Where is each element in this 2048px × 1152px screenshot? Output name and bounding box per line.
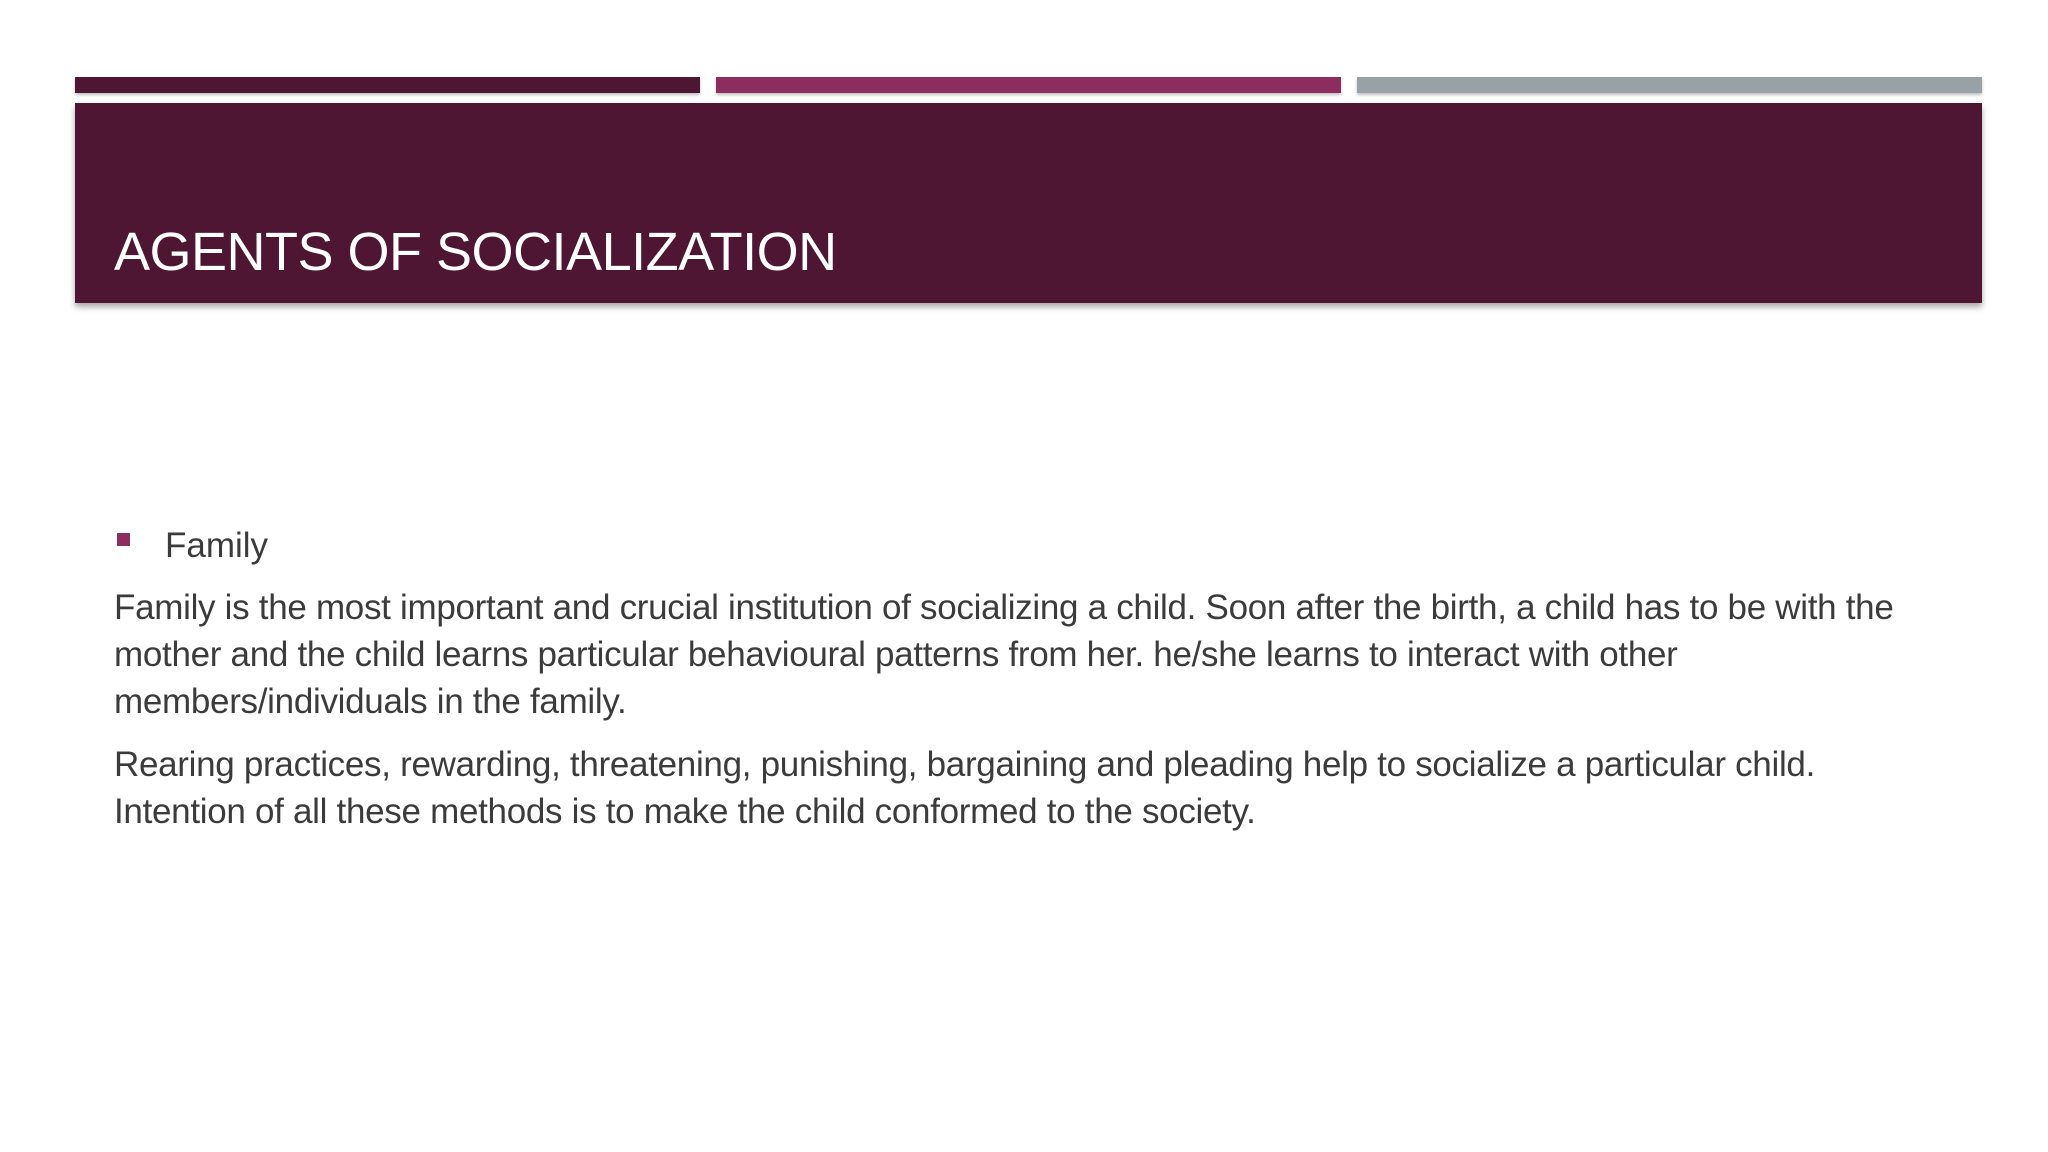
accent-bar-dark	[75, 77, 700, 93]
paragraph-rearing: Rearing practices, rewarding, threatening, punishing, bargaining and pleading help to socialize a particular child. Intention of all these methods is to make the child conformed to the society.	[114, 745, 1816, 831]
bullet-item	[114, 518, 1954, 574]
slide-body	[114, 518, 1954, 851]
accent-bar-magenta	[716, 77, 1341, 93]
bullet-label: Family	[165, 526, 269, 565]
accent-bar-gray	[1357, 77, 1982, 93]
paragraph-family: Family is the most important and crucial institution of socializing a child. Soon after the birth, a child has to be with the mother and the child learns particular behavioural patterns from her. he/she learns to interact with other members/individuals in the family.	[114, 588, 1894, 721]
slide-title: AGENTS OF SOCIALIZATION	[114, 222, 837, 282]
title-band	[75, 103, 1982, 303]
square-bullet-icon	[117, 533, 130, 546]
